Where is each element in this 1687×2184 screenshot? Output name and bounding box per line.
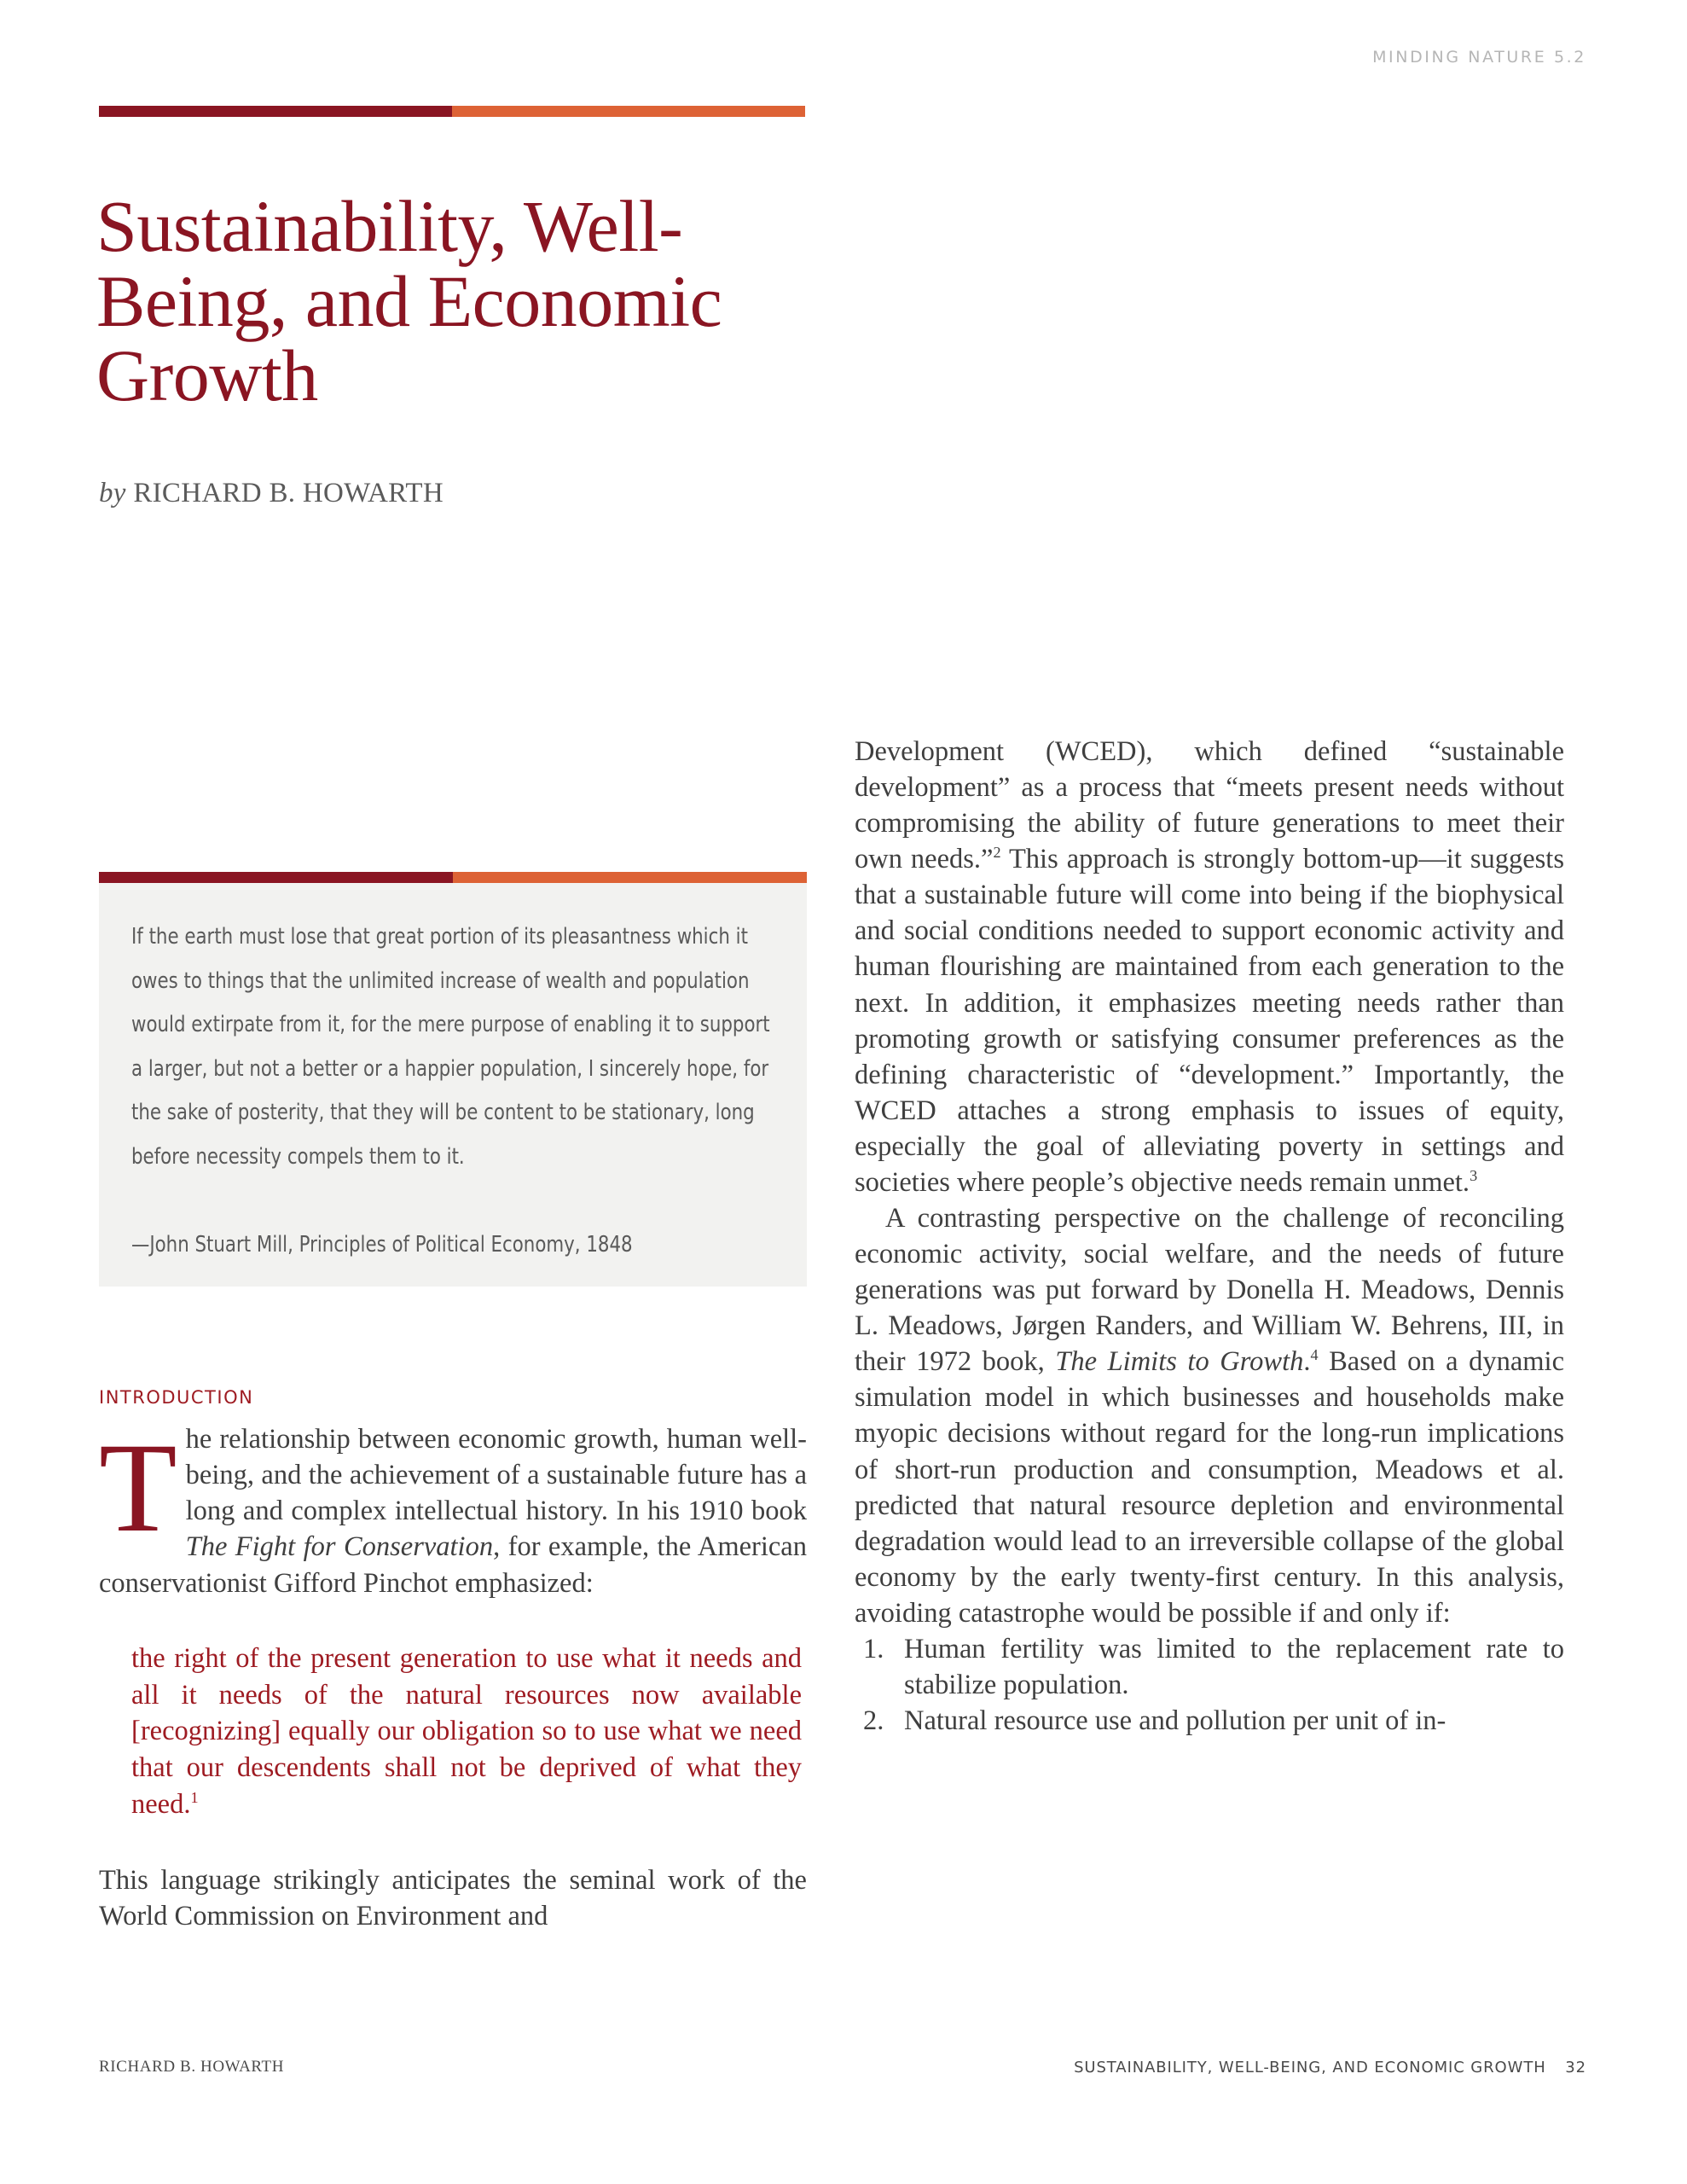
left-paragraph-2: This language strikingly anticipates the seminal work of the World Commission on Environment and [99, 1865, 807, 1932]
page-title: Sustainability, Well-Being, and Economic Growth [96, 185, 722, 417]
rule-segment-orange [452, 106, 805, 117]
byline-author: RICHARD B. HOWARTH [133, 478, 443, 508]
right-column [855, 734, 1564, 1739]
byline-prefix: by [99, 478, 126, 508]
byline [99, 478, 443, 509]
pull-quote-text: If the earth must lose that great portion of its pleasantness which it owes to things that the unlimited increase of wealth and population would extirpate from it, for the mere purpose of enabling it to support a larger, but not a better or a happier population, I sincerely hope, for the sake of posterity, that they will be content to be stationary, long before necessity compels them to it. [131, 924, 770, 1170]
footer-article-info [1074, 2059, 1586, 2077]
right-paragraph-2: A contrasting perspective on the challenge of reconciling economic activity, social welfare, and the needs of future generations was put forward by Donella H. Meadows, Dennis L. Meadows, Jørgen Randers, and William W. Behrens, III, in their 1972 book, The Limits to Growth.$^4$ Based on a dynamic simulation model in which businesses and households make myopic decisions without regard for the long-run implications of short-run production and consumption, Meadows et al. predicted that natural resource depletion and environmental degradation would lead to an irreversible collapse of the global economy by the early twenty-first century. In this analysis, avoiding catastrophe would be possible if and only if: [855, 1203, 1565, 1629]
list-item-number: 1. [863, 1633, 884, 1664]
quote-spacer [99, 1823, 807, 1862]
rule-segment-orange [453, 872, 807, 883]
list-item [855, 1631, 1564, 1703]
pull-quote-box [99, 872, 807, 1287]
pull-quote-rule-bar [99, 872, 807, 883]
left-paragraph-1: The relationship between economic growth, human well-being, and the achievement of a sustainable future has a long and complex intellectual history. In his 1910 book The Fight for Conservation, for example, the American conservationist Gifford Pinchot emphasized: [99, 1417, 807, 1599]
rule-segment-dark [99, 872, 453, 883]
pull-quote-inner [99, 883, 807, 1287]
footer-article-title: SUSTAINABILITY, WELL-BEING, AND ECONOMIC GROWTH [1074, 2059, 1546, 2077]
pull-quote-attribution: —John Stuart Mill, Principles of Political Economy, 1848 [131, 1232, 633, 1258]
inset-quote-pinchot: the right of the present generation to use what it needs and all it needs of the natural resources now available [recognizing] equally our obligation so to use what we need that our descendents shall not be deprived of what they need.$^1$ [131, 1642, 802, 1821]
section-heading-introduction: INTRODUCTION [99, 1387, 254, 1409]
footer-author: RICHARD B. HOWARTH [99, 2058, 285, 2076]
list-item-number: 2. [863, 1705, 884, 1737]
list-item-text: Human fertility was limited to the replacement rate to stabilize population. [904, 1633, 1564, 1701]
rule-segment-dark [99, 106, 452, 117]
left-column [99, 734, 807, 1934]
list-item-text: Natural resource use and pollution per unit of in- [904, 1705, 1446, 1737]
running-head: MINDING NATURE 5.2 [1372, 48, 1586, 67]
numbered-list [855, 1631, 1564, 1739]
page-number: 32 [1565, 2059, 1586, 2077]
list-item [855, 1703, 1564, 1739]
title-rule-bar [99, 106, 805, 117]
right-paragraph-1: Development (WCED), which defined “sustainable development” as a process that “meets present needs without compromising the ability of future generations to meet their own needs.”$^2$ This approach is strongly bottom-up—it suggests that a sustainable future will come into being if the biophysical and social conditions needed to support economic activity and human flourishing are maintained from each generation to the next. In addition, it emphasizes meeting needs rather than promoting growth or satisfying consumer preferences as the defining characteristic of “development.” Importantly, the WCED attaches a strong emphasis to issues of equity, especially the goal of alleviating poverty in settings and societies where people’s objective needs remain unmet.$^3$ [855, 736, 1564, 1198]
